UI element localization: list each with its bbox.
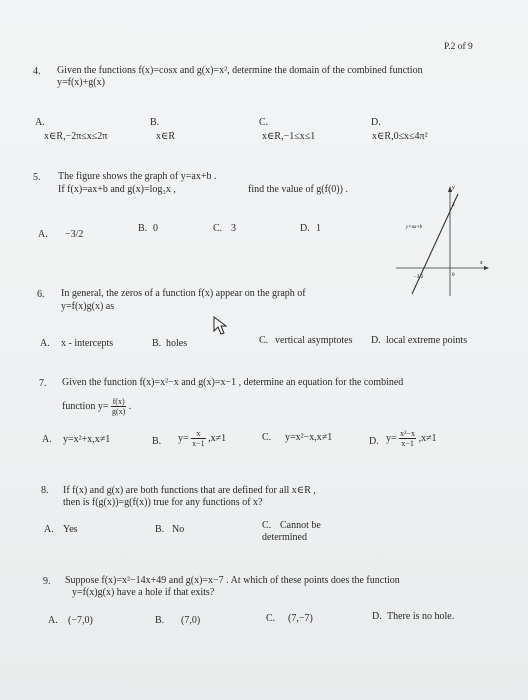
option-b bbox=[178, 429, 226, 448]
question-text-suffix: . bbox=[128, 400, 132, 412]
option-letter: A. bbox=[40, 338, 50, 349]
x-intercept-label: −3/2 bbox=[414, 275, 424, 280]
option-letter: A. bbox=[38, 229, 48, 240]
option-d: There is no hole. bbox=[387, 611, 455, 622]
option-letter: A. bbox=[44, 524, 54, 535]
option-d bbox=[386, 429, 437, 448]
x-axis-label: x bbox=[480, 260, 483, 266]
page-label: P.2 of 9 bbox=[444, 42, 473, 52]
fraction-numerator: x bbox=[191, 429, 206, 439]
option-b-prefix: y= bbox=[178, 432, 189, 444]
question-number: 7. bbox=[39, 378, 47, 389]
fraction-numerator: f(x) bbox=[112, 397, 125, 406]
option-c: x∈R,−1≤x≤1 bbox=[262, 131, 316, 142]
option-letter: B. bbox=[155, 615, 165, 626]
fraction-denominator: x−1 bbox=[192, 439, 205, 448]
option-c-continued: determined bbox=[262, 532, 307, 543]
option-letter: D. bbox=[300, 223, 310, 234]
question-text: y=f(x)g(x) have a hole if that exits? bbox=[72, 587, 215, 598]
option-a: y=x²+x,x≠1 bbox=[63, 434, 111, 445]
option-b: 0 bbox=[153, 223, 158, 234]
question-number: 4. bbox=[33, 66, 41, 77]
option-letter: C. bbox=[262, 520, 272, 531]
option-letter: C. bbox=[213, 223, 223, 234]
question-text: y=f(x)g(x) as bbox=[61, 301, 115, 312]
option-d: 1 bbox=[316, 223, 321, 234]
option-b: No bbox=[172, 524, 185, 535]
question-text-prefix: function y= bbox=[62, 400, 109, 412]
option-b: holes bbox=[166, 338, 188, 349]
question-text: Suppose f(x)=x²−14x+49 and g(x)=x−7 . At which of these points does the function bbox=[65, 575, 400, 586]
question-number: 8. bbox=[41, 485, 49, 496]
option-letter: B. bbox=[152, 436, 162, 447]
question-number: 5. bbox=[33, 172, 41, 183]
question-text: If f(x) and g(x) are both functions that are defined for all x∈R , bbox=[63, 485, 316, 496]
option-c: Cannot be bbox=[280, 520, 321, 531]
question-text: then is f(g(x))=g(f(x)) true for any functions of x? bbox=[63, 497, 263, 508]
option-letter: B. bbox=[150, 117, 160, 128]
option-letter: C. bbox=[266, 613, 276, 624]
option-d: x∈R,0≤x≤4π² bbox=[372, 131, 428, 142]
fraction-numerator: x²−x bbox=[400, 429, 416, 438]
option-c: 3 bbox=[231, 223, 236, 234]
option-letter: D. bbox=[371, 117, 381, 128]
option-c: vertical asymptotes bbox=[275, 335, 353, 346]
question-text: In general, the zeros of a function f(x) appear on the graph of bbox=[61, 288, 306, 299]
y-intercept-label: 3 bbox=[452, 203, 455, 208]
option-c: y=x²−x,x≠1 bbox=[285, 432, 333, 443]
option-d-fraction bbox=[399, 429, 416, 448]
option-b: (7,0) bbox=[181, 615, 201, 626]
question-text: Given the functions f(x)=cosx and g(x)=x², determine the domain of the combined function y=f(x)+g(x) bbox=[57, 65, 423, 88]
fraction-denominator: g(x) bbox=[111, 407, 126, 416]
option-a: −3/2 bbox=[65, 229, 84, 240]
option-a: (−7,0) bbox=[68, 615, 93, 626]
question-text: If f(x)=ax+b and g(x)=log₃x , bbox=[58, 184, 176, 195]
option-letter: A. bbox=[35, 117, 45, 128]
option-b-fraction bbox=[191, 429, 206, 448]
option-letter: B. bbox=[155, 524, 165, 535]
question-number: 6. bbox=[37, 289, 45, 300]
option-a: x - intercepts bbox=[61, 338, 114, 349]
option-a: Yes bbox=[63, 524, 78, 535]
line-label: y=ax+b bbox=[406, 225, 423, 230]
option-b-suffix: ,x≠1 bbox=[208, 432, 227, 444]
x-axis-arrow bbox=[484, 266, 489, 270]
option-letter: C. bbox=[262, 432, 272, 443]
question-text: find the value of g(f(0)) . bbox=[248, 184, 348, 195]
option-letter: C. bbox=[259, 117, 269, 128]
option-b: x∈R bbox=[156, 131, 176, 142]
option-letter: B. bbox=[152, 338, 162, 349]
option-letter: A. bbox=[42, 434, 52, 445]
option-letter: D. bbox=[371, 335, 381, 346]
option-d: local extreme points bbox=[386, 335, 468, 346]
option-letter: C. bbox=[259, 335, 269, 346]
option-letter: A. bbox=[48, 615, 58, 626]
question-text: Given the function f(x)=x²−x and g(x)=x−1 , determine an equation for the combined bbox=[62, 377, 404, 388]
fraction-f-over-g bbox=[111, 397, 126, 416]
y-axis-label: y bbox=[452, 185, 455, 191]
question-text: The figure shows the graph of y=ax+b . bbox=[58, 171, 217, 182]
option-d-prefix: y= bbox=[386, 432, 397, 444]
question-number: 9. bbox=[43, 576, 51, 587]
option-d-suffix: ,x≠1 bbox=[418, 432, 437, 444]
option-c: (7,−7) bbox=[288, 613, 313, 624]
linear-function-graph bbox=[392, 182, 492, 300]
option-letter: D. bbox=[369, 436, 379, 447]
option-letter: D. bbox=[372, 611, 382, 622]
option-a: x∈R,−2π≤x≤2π bbox=[44, 131, 108, 142]
mouse-pointer-icon bbox=[212, 316, 230, 336]
option-letter: B. bbox=[138, 223, 148, 234]
question-text bbox=[62, 397, 131, 416]
fraction-denominator: x−1 bbox=[401, 439, 414, 448]
origin-label: 0 bbox=[452, 273, 455, 278]
